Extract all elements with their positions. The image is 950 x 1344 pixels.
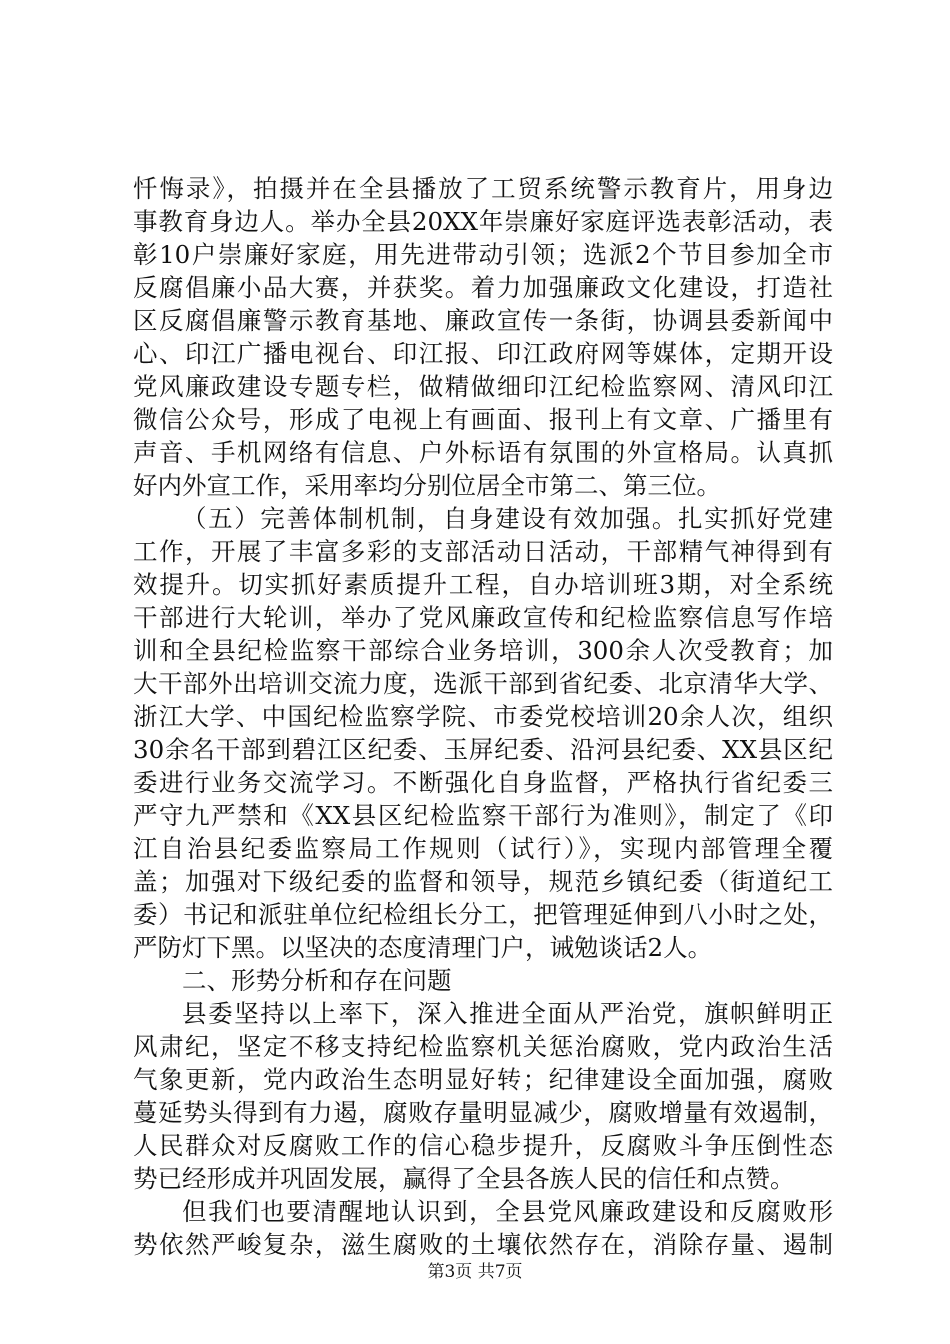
- text-line: 蔓延势头得到有力遏，腐败存量明显减少，腐败增量有效遏制，: [133, 1098, 833, 1127]
- text-line: 微信公众号，形成了电视上有画面、报刊上有文章、广播里有: [133, 405, 833, 434]
- section-heading: 二、形势分析和存在问题: [182, 966, 452, 995]
- text-line: 区反腐倡廉警示教育基地、廉政宣传一条街，协调县委新闻中: [133, 306, 833, 335]
- text-line: 彰10户崇廉好家庭，用先进带动引领；选派2个节目参加全市: [133, 240, 833, 269]
- text-line: 势依然严峻复杂，滋生腐败的土壤依然存在，消除存量、遏制: [133, 1230, 833, 1259]
- text-line: 人民群众对反腐败工作的信心稳步提升，反腐败斗争压倒性态: [133, 1131, 833, 1160]
- text-line: 委）书记和派驻单位纪检组长分工，把管理延伸到八小时之处，: [133, 900, 833, 929]
- text-line: 但我们也要清醒地认识到，全县党风廉政建设和反腐败形: [182, 1197, 833, 1226]
- text-line: 反腐倡廉小品大赛，并获奖。着力加强廉政文化建设，打造社: [133, 273, 833, 302]
- text-line: 训和全县纪检监察干部综合业务培训，300余人次受教育；加: [133, 636, 833, 665]
- text-line: 县委坚持以上率下，深入推进全面从严治党，旗帜鲜明正: [182, 999, 833, 1028]
- text-line: 忏悔录》，拍摄并在全县播放了工贸系统警示教育片，用身边: [133, 174, 833, 203]
- text-line: 江自治县纪委监察局工作规则（试行）》，实现内部管理全覆: [133, 834, 833, 863]
- text-line: 事教育身边人。举办全县20XX年崇廉好家庭评选表彰活动，表: [133, 207, 833, 236]
- text-line: 工作，开展了丰富多彩的支部活动日活动，干部精气神得到有: [133, 537, 833, 566]
- text-line: 效提升。切实抓好素质提升工程，自办培训班3期，对全系统: [133, 570, 833, 599]
- text-line: 好内外宣工作，采用率均分别位居全市第二、第三位。: [133, 471, 721, 500]
- text-line: 严防灯下黑。以坚决的态度清理门户，诫勉谈话2人。: [133, 933, 713, 962]
- text-line: 盖；加强对下级纪委的监督和领导，规范乡镇纪委（街道纪工: [133, 867, 833, 896]
- text-line: 严守九严禁和《XX县区纪检监察干部行为准则》，制定了《印: [133, 801, 833, 830]
- text-line: 声音、手机网络有信息、户外标语有氛围的外宣格局。认真抓: [133, 438, 833, 467]
- text-line: 气象更新，党内政治生态明显好转；纪律建设全面加强，腐败: [133, 1065, 833, 1094]
- text-line: 党风廉政建设专题专栏，做精做细印江纪检监察网、清风印江: [133, 372, 833, 401]
- document-body: [133, 172, 833, 1261]
- text-line: 势已经形成并巩固发展，赢得了全县各族人民的信任和点赞。: [133, 1164, 795, 1193]
- text-line: 干部进行大轮训，举办了党风廉政宣传和纪检监察信息写作培: [133, 603, 833, 632]
- text-line: 浙江大学、中国纪检监察学院、市委党校培训20余人次，组织: [133, 702, 833, 731]
- text-line: 大干部外出培训交流力度，选派干部到省纪委、北京清华大学、: [133, 669, 833, 698]
- text-line: 风肃纪，坚定不移支持纪检监察机关惩治腐败，党内政治生活: [133, 1032, 833, 1061]
- text-line: （五）完善体制机制，自身建设有效加强。扎实抓好党建: [182, 504, 833, 533]
- text-line: 委进行业务交流学习。不断强化自身监督，严格执行省纪委三: [133, 768, 833, 797]
- text-line: 30余名干部到碧江区纪委、玉屏纪委、沿河县纪委、XX县区纪: [133, 735, 833, 764]
- text-line: 心、印江广播电视台、印江报、印江政府网等媒体，定期开设: [133, 339, 833, 368]
- page-number-footer: 第3页 共7页: [427, 1262, 523, 1282]
